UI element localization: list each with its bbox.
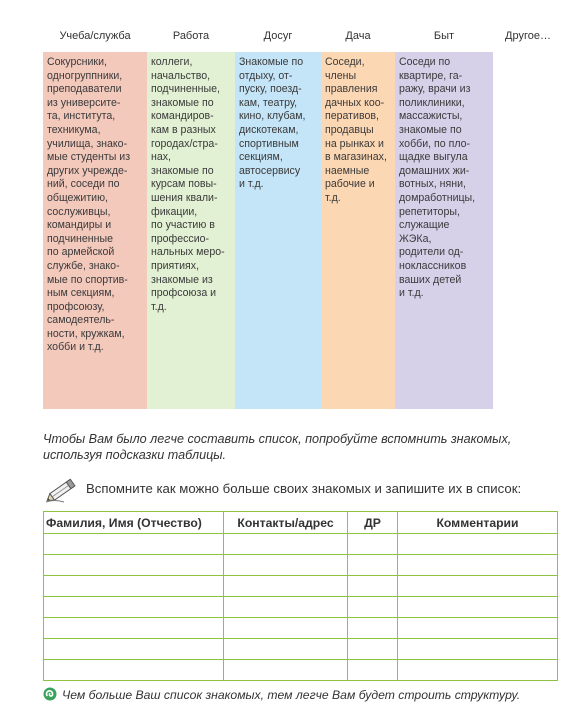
column-text-line: нальных меро- <box>151 246 225 259</box>
column-text-line: т.д. <box>151 300 167 313</box>
column-text-line: пуску, поезд- <box>239 83 302 96</box>
table-row <box>44 597 558 618</box>
column-header-work: Работа <box>172 30 210 42</box>
table-row <box>44 555 558 576</box>
column-text-line: командиров- <box>151 110 214 123</box>
column-text-line: ноклассников <box>399 259 467 272</box>
table-cell[interactable] <box>398 618 558 639</box>
column-text-line: знакомые по <box>399 123 462 136</box>
column-text-line: фикации, <box>151 205 198 218</box>
column-header-dacha: Дача <box>345 30 371 42</box>
column-text-line: перативов, <box>325 110 379 123</box>
column-text-line: ваших детей <box>399 273 462 286</box>
column-text-line: профсоюза и <box>151 287 217 300</box>
column-text-line: начальство, <box>151 69 211 82</box>
column-text-line: по участию в <box>151 219 215 232</box>
table-cell[interactable] <box>398 555 558 576</box>
column-text-line: по армейской <box>47 246 115 259</box>
column-text-line: квартире, га- <box>399 69 463 82</box>
column-text-line: мые студенты из <box>47 151 131 164</box>
table-cell[interactable] <box>224 534 348 555</box>
column-text-line: домработницы, <box>399 191 476 204</box>
hint-text: Чтобы Вам было легче составить список, попробуйте вспомнить знакомых, используя подсказки таблицы. <box>43 432 512 462</box>
table-cell[interactable] <box>348 534 398 555</box>
footer-text: Чем больше Ваш список знакомых, тем легче Вам будет строить структуру. <box>62 688 521 702</box>
column-text-line: Знакомые по <box>239 56 304 68</box>
column-text-line: других учрежде- <box>47 164 128 177</box>
table-cell[interactable] <box>224 618 348 639</box>
column-text-line: знакомые из <box>151 273 213 286</box>
footer-note <box>43 687 520 704</box>
table-cell[interactable] <box>398 639 558 660</box>
table-cell[interactable] <box>224 639 348 660</box>
column-dacha <box>321 52 395 409</box>
column-text-line: училища, знако- <box>47 137 128 150</box>
column-text-line: профессио- <box>151 232 210 245</box>
column-text-line: ЖЭКа, <box>399 232 432 245</box>
column-text-line: подчиненные, <box>151 83 220 96</box>
column-header-study: Учеба/служба <box>59 30 131 42</box>
column-text-line: та, института, <box>47 110 116 123</box>
column-text-line: т.д. <box>325 191 341 204</box>
table-row <box>44 534 558 555</box>
column-text-line: в магазинах, <box>325 151 387 164</box>
column-text-line: рабочие и <box>325 178 375 191</box>
column-text-line: подчиненные <box>47 232 113 245</box>
table-cell[interactable] <box>398 660 558 681</box>
column-text-line: знакомые по <box>151 96 214 109</box>
table-row <box>44 576 558 597</box>
column-text-line: кам, театру, <box>239 96 298 109</box>
column-text-line: курсам повы- <box>151 178 217 191</box>
column-text-line: коллеги, <box>151 56 193 68</box>
column-study <box>43 52 147 409</box>
table-cell[interactable] <box>348 597 398 618</box>
table-row <box>44 660 558 681</box>
column-text-line: Сокурсники, <box>47 56 107 68</box>
column-text-line: члены <box>325 69 357 82</box>
pencil-icon <box>44 476 80 504</box>
table-row <box>44 618 558 639</box>
column-text-line: профсоюзу, <box>47 300 105 313</box>
column-text-line: на рынках и <box>325 137 384 150</box>
table-cell[interactable] <box>44 639 224 660</box>
column-text-line: техникума, <box>47 123 101 136</box>
table-cell[interactable] <box>398 597 558 618</box>
column-text-line: отдыху, от- <box>239 69 293 82</box>
table-cell[interactable] <box>44 534 224 555</box>
column-text-line: секциям, <box>239 151 283 164</box>
table-cell[interactable] <box>398 534 558 555</box>
column-text-line: Соседи по <box>399 56 451 68</box>
column-text-line: знакомые по <box>151 164 214 177</box>
table-cell[interactable] <box>44 618 224 639</box>
column-text-line: репетиторы, <box>399 205 460 218</box>
table-cell[interactable] <box>44 597 224 618</box>
column-text-line: хобби и т.д. <box>47 341 104 354</box>
table-header-row <box>44 512 558 534</box>
table-row <box>44 639 558 660</box>
column-text-line: спортивным <box>239 137 299 150</box>
header-comments: Комментарии <box>398 512 558 534</box>
table-cell[interactable] <box>44 660 224 681</box>
column-text-line: сослуживцы, <box>47 205 111 218</box>
column-text-line: самодеятель- <box>47 314 115 327</box>
column-text-line: и т.д. <box>239 178 264 191</box>
column-text-line: кам в разных <box>151 123 216 136</box>
green-swirl-icon <box>43 687 57 704</box>
column-text-line: нах, <box>151 151 171 164</box>
column-header-other: Другое… <box>505 30 551 42</box>
column-text-line: ражу, врачи из <box>399 83 471 96</box>
column-text-line: одногруппники, <box>47 69 123 82</box>
column-text-line: командиры и <box>47 219 112 232</box>
table-cell[interactable] <box>398 576 558 597</box>
column-leisure <box>235 52 321 409</box>
table-cell[interactable] <box>44 576 224 597</box>
column-text-line: Соседи, <box>325 56 365 68</box>
header-birthday: ДР <box>348 512 398 534</box>
table-cell[interactable] <box>224 660 348 681</box>
column-text-line: общежитию, <box>47 191 108 204</box>
column-text-line: служащие <box>399 219 450 232</box>
column-header-leisure: Досуг <box>263 30 293 42</box>
header-full-name: Фамилия, Имя (Отчество) <box>44 512 224 534</box>
column-text-line: из университе- <box>47 96 121 109</box>
column-text-line: автосервису <box>239 164 301 177</box>
column-text-line: дачных коо- <box>325 96 385 109</box>
column-text-line: щадке выгула <box>399 151 468 164</box>
column-text-line: городах/стра- <box>151 137 218 150</box>
table-cell[interactable] <box>224 555 348 576</box>
column-text-line: дискотекам, <box>239 123 299 136</box>
table-cell[interactable] <box>44 555 224 576</box>
column-text-line: шения квали- <box>151 191 218 204</box>
column-text-line: массажисты, <box>399 110 463 123</box>
contacts-table <box>43 511 558 681</box>
column-text-line: преподаватели <box>47 83 122 96</box>
table-cell[interactable] <box>348 660 398 681</box>
column-text-line: и т.д. <box>399 287 424 300</box>
column-text-line: домашних жи- <box>399 164 470 177</box>
column-text-line: наемные <box>325 164 370 177</box>
column-work <box>147 52 235 409</box>
table-cell[interactable] <box>224 597 348 618</box>
table-cell[interactable] <box>348 576 398 597</box>
column-text-line: родители од- <box>399 246 464 259</box>
column-text-line: службе, знако- <box>47 259 120 272</box>
header-contacts: Контакты/адрес <box>224 512 348 534</box>
column-household <box>395 52 493 409</box>
table-cell[interactable] <box>348 555 398 576</box>
column-text-line: приятиях, <box>151 259 200 272</box>
column-header-household: Быт <box>433 30 455 42</box>
column-text-line: поликлиники, <box>399 96 465 109</box>
instruction-text: Вспомните как можно больше своих знакомых и запишите их в список: <box>86 481 522 496</box>
table-cell[interactable] <box>348 639 398 660</box>
column-text-line: мые по спортив- <box>47 273 128 286</box>
column-text-line: хобби, по пло- <box>399 137 471 150</box>
table-cell[interactable] <box>224 576 348 597</box>
column-text-line: правления <box>325 83 378 96</box>
column-text-line: продавцы <box>325 123 374 136</box>
table-cell[interactable] <box>348 618 398 639</box>
column-text-line: ности, кружкам, <box>47 327 125 340</box>
column-text-line: кино, клубам, <box>239 110 306 123</box>
column-text-line: вотных, няни, <box>399 178 466 191</box>
column-text-line: ным секциям, <box>47 287 115 300</box>
column-text-line: ний, соседи по <box>47 178 120 191</box>
